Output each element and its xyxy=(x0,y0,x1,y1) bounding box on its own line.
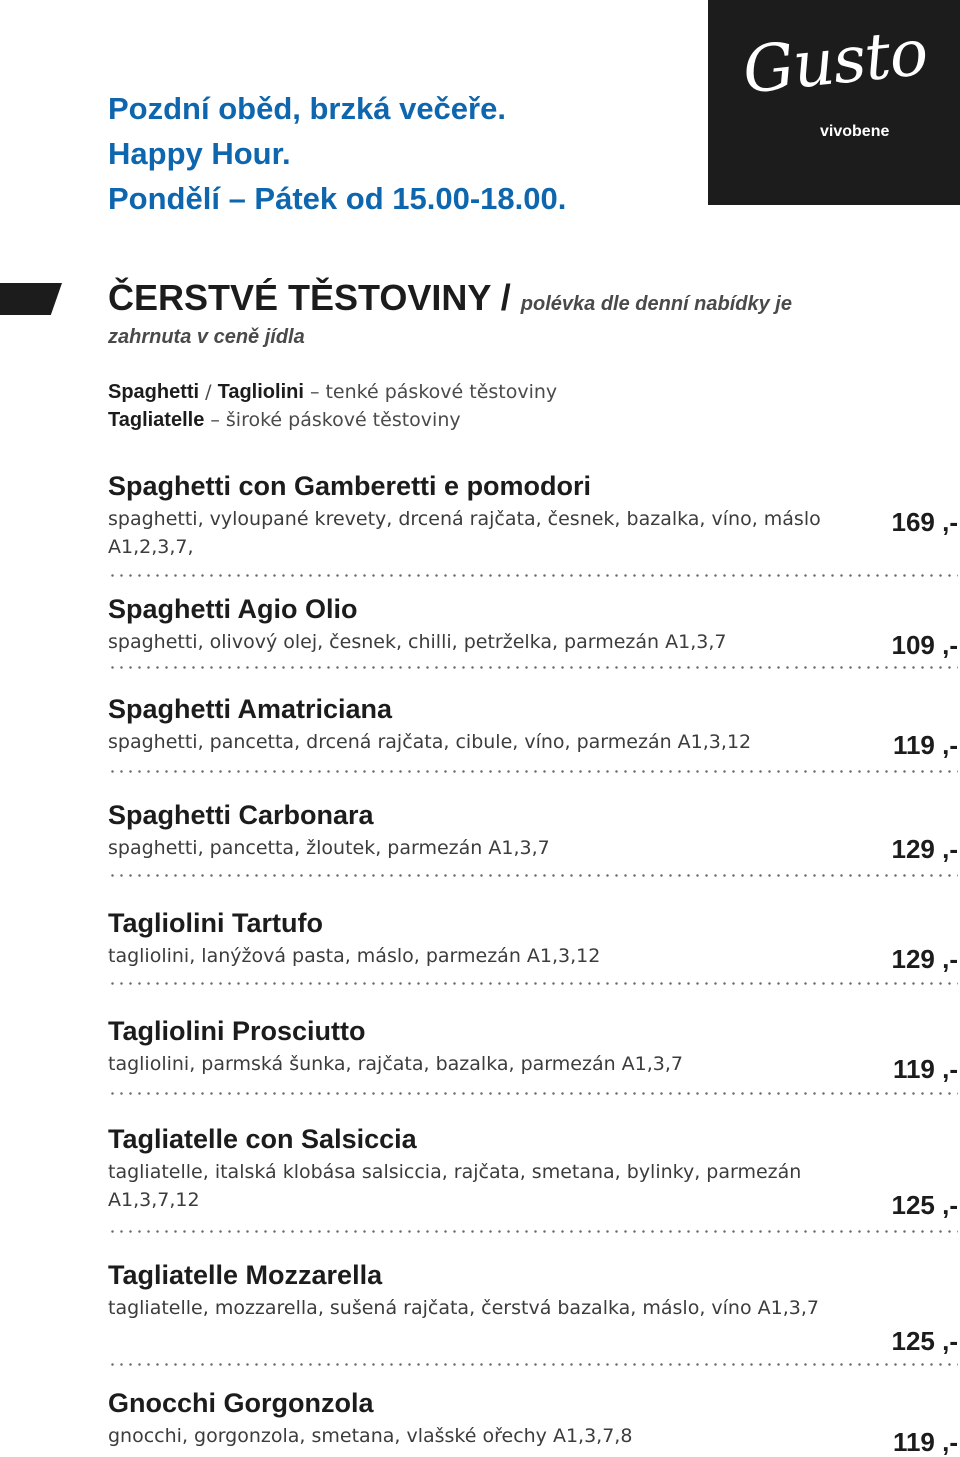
menu-item-price: 129 ,- xyxy=(891,944,958,974)
menu-item-description: tagliatelle, italská klobása salsiccia, rajčata, smetana, bylinky, parmezán A1,3,7,12 xyxy=(108,1161,802,1211)
menu-item xyxy=(108,593,958,660)
section-note: zahrnuta v ceně jídla xyxy=(108,326,305,348)
menu-item-price: 125 ,- xyxy=(891,1326,958,1356)
legend-thin-text: – tenké páskové těstoviny xyxy=(303,381,558,403)
logo-wordmark: Gusto xyxy=(739,15,931,109)
menu-item-price: 119 ,- xyxy=(892,1427,958,1457)
menu-item xyxy=(108,1015,958,1084)
menu-item-name: Spaghetti Agio Olio xyxy=(108,594,358,624)
menu-item-description: tagliatelle, mozzarella, sušená rajčata, čerstvá bazalka, máslo, víno A1,3,7 xyxy=(108,1297,819,1319)
menu-item-name: Tagliolini Prosciutto xyxy=(108,1016,366,1046)
menu-item-price: 119 ,- xyxy=(892,730,958,760)
section-subtitle: polévka dle denní nabídky je xyxy=(520,293,792,315)
menu-item-description: tagliolini, parmská šunka, rajčata, bazalka, parmezán A1,3,7 xyxy=(108,1053,684,1075)
section-marker xyxy=(0,283,62,315)
menu-item-name: Spaghetti con Gamberetti e pomodori xyxy=(108,471,592,501)
menu-item xyxy=(108,799,958,862)
legend-spaghetti: Spaghetti xyxy=(108,381,200,403)
section-header xyxy=(108,278,908,350)
dotted-divider xyxy=(108,1363,958,1366)
menu-item-price: 109 ,- xyxy=(891,630,958,660)
intro-line-3: Pondělí – Pátek od 15.00-18.00. xyxy=(108,181,567,216)
menu-item-name: Gnocchi Gorgonzola xyxy=(108,1388,374,1418)
intro-line-2: Happy Hour. xyxy=(108,136,291,171)
dotted-divider xyxy=(108,874,958,877)
menu-item-description: tagliolini, lanýžová pasta, máslo, parmezán A1,3,12 xyxy=(108,945,601,967)
menu-item-description: spaghetti, pancetta, drcená rajčata, cibule, víno, parmezán A1,3,12 xyxy=(108,731,752,753)
menu-item-price: 169 ,- xyxy=(891,507,958,537)
happy-hour-intro xyxy=(108,86,708,221)
logo-subtitle: vivobene xyxy=(820,123,890,140)
menu-item-price: 119 ,- xyxy=(892,1054,958,1084)
menu-item-price: 125 ,- xyxy=(891,1190,958,1220)
menu-item-price: 129 ,- xyxy=(891,834,958,864)
pasta-legend xyxy=(108,378,557,434)
menu-item xyxy=(108,907,958,974)
dotted-divider xyxy=(108,982,958,985)
legend-tagliolini: Tagliolini xyxy=(217,381,304,403)
legend-separator: / xyxy=(199,381,218,403)
menu-item-name: Tagliolini Tartufo xyxy=(108,908,323,938)
menu-item-name: Tagliatelle con Salsiccia xyxy=(108,1124,417,1154)
legend-wide-text: – široké páskové těstoviny xyxy=(204,409,461,431)
menu-item xyxy=(108,1387,958,1457)
menu-item-name: Spaghetti Carbonara xyxy=(108,800,374,830)
dotted-divider xyxy=(108,666,958,669)
menu-item-description: spaghetti, pancetta, žloutek, parmezán A1,3,7 xyxy=(108,837,550,859)
section-title-text: ČERSTVÉ TĚSTOVINY / xyxy=(108,277,511,318)
dotted-divider xyxy=(108,1092,958,1095)
legend-tagliatelle: Tagliatelle xyxy=(108,409,205,431)
menu-item xyxy=(108,1123,958,1220)
dotted-divider xyxy=(108,574,958,577)
menu-item-description: spaghetti, vyloupané krevety, drcená rajčata, česnek, bazalka, víno, máslo A1,2,3,7, xyxy=(108,508,821,558)
menu-item-name: Tagliatelle Mozzarella xyxy=(108,1260,383,1290)
menu-item-description: gnocchi, gorgonzola, smetana, vlašské ořechy A1,3,7,8 xyxy=(108,1425,633,1447)
menu-item xyxy=(108,693,958,760)
legend-line-1 xyxy=(108,378,557,406)
legend-line-2 xyxy=(108,406,557,434)
dotted-divider xyxy=(108,1230,958,1233)
menu-item xyxy=(108,470,958,561)
section-title xyxy=(108,278,908,324)
logo-block xyxy=(708,0,960,205)
menu-item-description: spaghetti, olivový olej, česnek, chilli, petrželka, parmezán A1,3,7 xyxy=(108,631,727,653)
menu-item-name: Spaghetti Amatriciana xyxy=(108,694,393,724)
dotted-divider xyxy=(108,770,958,773)
menu-item xyxy=(108,1259,958,1356)
intro-line-1: Pozdní oběd, brzká večeře. xyxy=(108,91,506,126)
